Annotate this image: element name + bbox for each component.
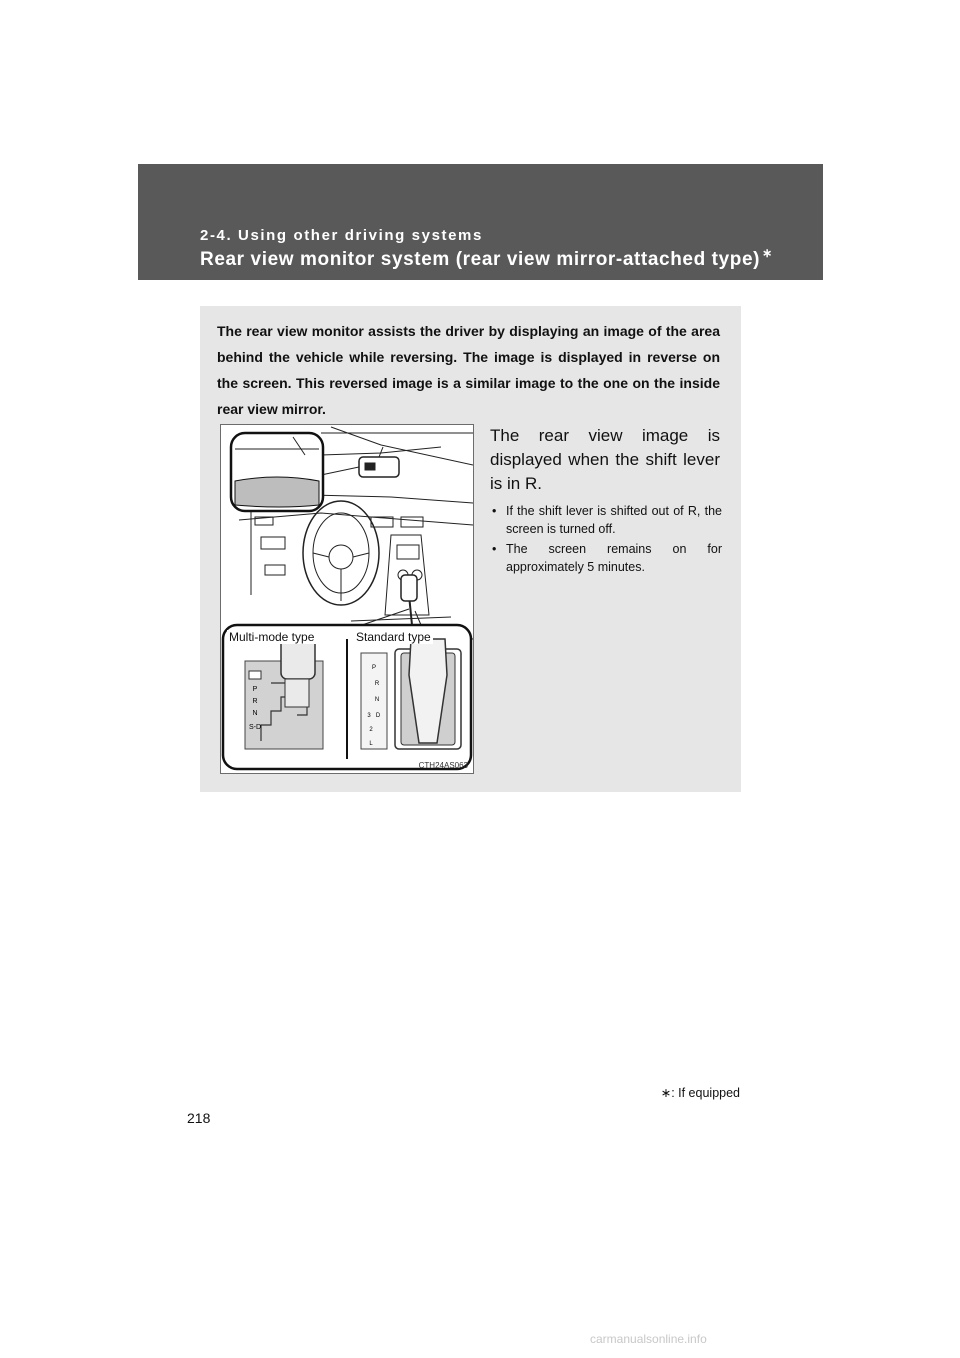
multi-mode-type-label: Multi-mode type bbox=[229, 630, 315, 644]
gate-label: D bbox=[375, 713, 381, 719]
gate-label: P bbox=[252, 686, 258, 693]
gate-label: L bbox=[369, 741, 373, 747]
cockpit-illustration bbox=[221, 425, 473, 773]
gate-label: N bbox=[374, 697, 380, 703]
bullet-item: • The screen remains on for approximately 5 minutes. bbox=[492, 542, 722, 574]
section-label: 2-4. Using other driving systems bbox=[200, 227, 483, 244]
gate-label: R bbox=[374, 681, 380, 687]
intro-paragraph: The rear view monitor assists the driver by displaying an image of the area behind the vehicle while reversing. The image is displayed in reverse on the screen. This reversed image is a similar image to the one on the inside rear view mirror. bbox=[217, 323, 720, 417]
page-title-text: Rear view monitor system (rear view mirror-attached type) bbox=[200, 249, 761, 270]
asterisk-mark: ∗ bbox=[762, 246, 773, 260]
bullet-icon: • bbox=[492, 542, 497, 556]
shift-lever-illustration bbox=[220, 424, 474, 774]
footnote: ∗: If equipped bbox=[660, 1086, 740, 1100]
page-title bbox=[200, 246, 773, 271]
bullet-item: • If the shift lever is shifted out of R, the screen is turned off. bbox=[492, 504, 722, 536]
main-text: The rear view image is displayed when the shift lever is in R. bbox=[490, 426, 720, 493]
bullet-list bbox=[490, 502, 722, 578]
gate-label: 2 bbox=[369, 727, 373, 733]
gate-label: P bbox=[371, 665, 377, 671]
page-number: 218 bbox=[187, 1110, 211, 1126]
standard-type-label: Standard type bbox=[356, 630, 431, 644]
watermark: carmanualsonline.info bbox=[590, 1332, 707, 1346]
gate-label: S-D bbox=[248, 724, 262, 731]
gate-label: R bbox=[252, 698, 258, 705]
gate-label: N bbox=[252, 710, 258, 717]
figure-code: CTH24AS063 bbox=[418, 761, 468, 770]
gate-label: 3 bbox=[367, 713, 371, 719]
bullet-icon: • bbox=[492, 504, 497, 518]
